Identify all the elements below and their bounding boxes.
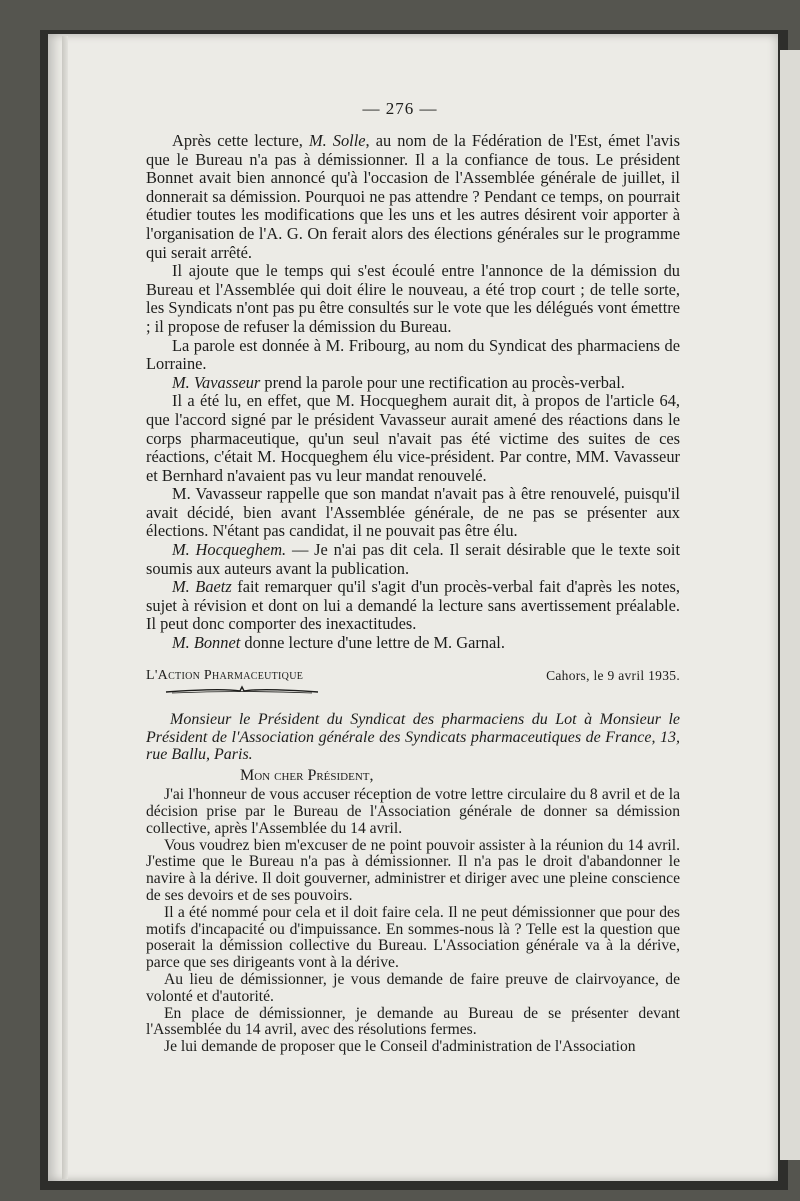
letter-text [146,711,680,1056]
adjacent-page-edge [780,50,800,1160]
letter-paragraph: J'ai l'honneur de vous accuser réception de votre lettre circulaire du 8 avril et de la décision prise par le Bureau de l'Association générale de donner sa démission collective, après l'Assemblée du 14 avril. [146,786,680,837]
letter-salutation: Mon cher Président, [240,766,374,784]
paragraph: M. Vavasseur rappelle que son mandat n'avait pas à être renouvelé, puisqu'il avait décidé, bien avant l'Assemblée générale, de ne pas se présenter aux élections. N'étant pas candidat, il ne pouvait pas être élu. [146,484,680,541]
paragraph: Il a été lu, en effet, que M. Hocqueghem aurait dit, à propos de l'article 64, que l'accord signé par le président Vavasseur aurait amené des réactions dans le corps pharmaceutique, qu'un seul n'avait pas été victime des suites de ces réactions, c'était M. Hocqueghem élu vice-président. Par contre, MM. Vavasseur et Bernhard n'avaient pas vu leur mandat renouvelé. [146,391,680,485]
paragraph: Il ajoute que le temps qui s'est écoulé entre l'annonce de la démission du Bureau et l'Assemblée qui doit élire le nouveau, a été trop court ; de telle sorte, les Syndicats n'ont pas pu être consultés sur le vote que les délégués vont émettre ; il propose de refuser la démission du Bureau. [146,261,680,336]
ornament-rule [162,685,322,697]
paragraph: La parole est donnée à M. Fribourg, au nom du Syndicat des pharmaciens de Lorraine. [146,335,680,374]
paragraph: Après cette lecture, M. Solle, au nom de la Fédération de l'Est, émet l'avis que le Bureau n'a pas à démissionner. Il a la confiance de tous. Le président Bonnet avait bien annoncé qu'à l'occasion de l'Assemblée générale de juillet, il donnerait sa démission. Pourquoi ne pas attendre ? Pendant ce temps, on pourrait étudier toutes les modifications que les uns et les autres désirent voir apporter à l'organisation de l'A. G. On ferait alors des élections générales sur le programme qui serait arrêté. [146,131,680,262]
letter-date: Cahors, le 9 avril 1935. [546,668,680,683]
letter-paragraph: En place de démissionner, je demande au Bureau de se présenter devant l'Assemblée du 14 avril, avec des résolutions fermes. [146,1004,680,1039]
paragraph: M. Hocqueghem. — Je n'ai pas dit cela. Il serait désirable que le texte soit soumis aux auteurs avant la publication. [146,540,680,578]
paragraph: M. Bonnet donne lecture d'une lettre de M. Garnal. [172,633,505,653]
page-binding-edge [62,36,68,1179]
publication-name: L'Action Pharmaceutique [146,668,304,683]
page-number: — 276 — [362,99,438,118]
paragraph: M. Vavasseur prend la parole pour une rectification au procès-verbal. [172,372,625,392]
letter-paragraph: Vous voudrez bien m'excuser de ne point pouvoir assister à la réunion du 14 avril. J'estime que le Bureau n'a pas à démissionner. Il n'a pas le droit d'abandonner le navire à la dérive. Il doit gouverner, administrer et diriger avec une pleine conscience de ses devoirs et de ses pouvoirs. [146,836,680,905]
paragraph: M. Baetz fait remarquer qu'il s'agit d'un procès-verbal fait d'après les notes, sujet à révision et dont on lui a demandé la lecture sans avertissement préalable. Il peut donc comporter des inexactitudes. [146,577,680,634]
letter-paragraph: Il a été nommé pour cela et il doit faire cela. Il ne peut démissionner que pour des motifs d'incapacité ou d'impuissance. En sommes-nous là ? Telle est la question que poserait la démission collective du Bureau. L'Association générale va à la dérive, parce que ses dirigeants vont à la dérive. [146,903,680,972]
letter-paragraph: Je lui demande de proposer que le Conseil d'administration de l'Association [164,1038,636,1056]
letter-address: Monsieur le Président du Syndicat des pharmaciens du Lot à Monsieur le Président de l'Association générale des Syndicats pharmaceutiques de France, 13, rue Ballu, Paris. [146,711,680,763]
letter-paragraph: Au lieu de démissionner, je vous demande de faire preuve de clairvoyance, de volonté et d'autorité. [146,971,680,1005]
proceedings-text [146,132,680,653]
